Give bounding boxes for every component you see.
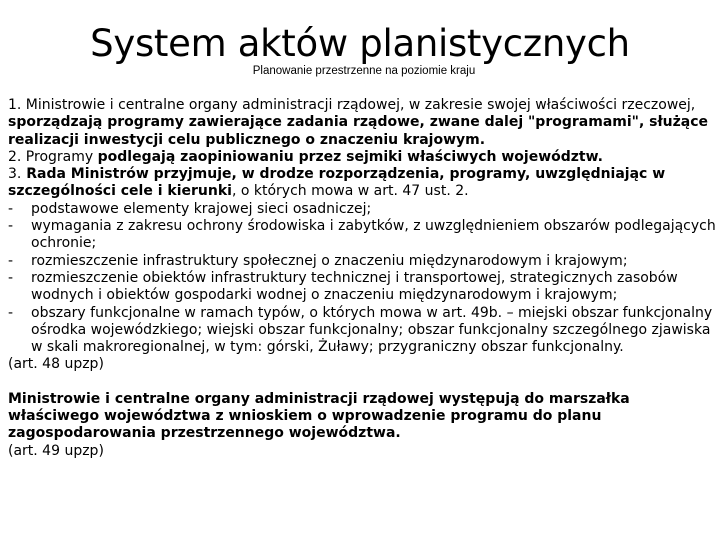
- paragraph-3-rest: , o których mowa w art. 47 ust. 2.: [231, 183, 469, 200]
- page-title: System aktów planistycznych: [90, 22, 630, 65]
- paragraph-spacer: [8, 374, 716, 391]
- paragraph-1-lead: Ministrowie i centralne organy administracji rządowej, w zakresie swojej właściwości rzeczowej,: [21, 97, 696, 113]
- list-item: [8, 305, 716, 357]
- list-dash: -: [8, 218, 14, 235]
- paragraph-4: Ministrowie i centralne organy administracji rządowej występują do marszałka właściwego województwa z wnioskiem o wprowadzenie programu do planu zagospodarowania przestrzennego województwa.: [8, 390, 630, 442]
- list-dash: -: [8, 200, 14, 217]
- article-reference-48: (art. 48 upzp): [8, 356, 104, 373]
- list-dash: -: [8, 252, 14, 269]
- document-body: [8, 97, 716, 460]
- paragraph-1-bold: sporządzają programy zawierające zadania rządowe, zwane dalej "programami", służące realizacji inwestycji celu publicznego o znaczeniu krajowym.: [8, 114, 709, 148]
- paragraph-1: [8, 97, 716, 149]
- list-item-text: wymagania z zakresu ochrony środowiska i zabytków, z uwzględnieniem obszarów podlegających ochronie;: [31, 218, 716, 252]
- list-item: [8, 201, 716, 218]
- paragraph-2-bold: podlegają zaopiniowaniu przez sejmiki właściwych województw.: [97, 148, 603, 165]
- paragraph-2: [8, 149, 716, 166]
- paragraph-2-number: 2.: [8, 148, 22, 165]
- list-item-text: obszary funkcjonalne w ramach typów, o których mowa w art. 49b. – miejski obszar funkcjonalny ośrodka wojewódzkiego; wiejski obszar funkcjonalny; obszar funkcjonalny szczególnego zjawiska w skali makroregionalnej, w tym: górski, Żuławy; przygraniczny obszar funkcjonalny.: [31, 304, 713, 356]
- page-subtitle: Planowanie przestrzenne na poziomie kraju: [252, 65, 476, 77]
- list-item: [8, 218, 716, 253]
- paragraph-1-number: 1.: [8, 97, 22, 113]
- list-item: [8, 270, 716, 305]
- paragraph-2-lead: Programy: [21, 148, 98, 165]
- list-item-text: rozmieszczenie obiektów infrastruktury technicznej i transportowej, strategicznych zasobów wodnych i obiektów gospodarki wodnej o znaczeniu międzynarodowym i krajowym;: [31, 269, 678, 304]
- article-reference-49: (art. 49 upzp): [8, 442, 104, 459]
- list-item-text: rozmieszczenie infrastruktury społecznej o znaczeniu międzynarodowym i krajowym;: [31, 252, 628, 269]
- paragraph-3-bold: Rada Ministrów przyjmuje, w drodze rozporządzenia, programy, uwzględniając w szczególności cele i kierunki: [8, 166, 666, 200]
- list-dash: -: [8, 269, 14, 286]
- list-dash: -: [8, 304, 14, 321]
- paragraph-3-number: 3.: [8, 166, 22, 183]
- paragraph-3: [8, 166, 716, 201]
- list-item: [8, 253, 716, 270]
- list-item-text: podstawowe elementy krajowej sieci osadniczej;: [31, 200, 372, 217]
